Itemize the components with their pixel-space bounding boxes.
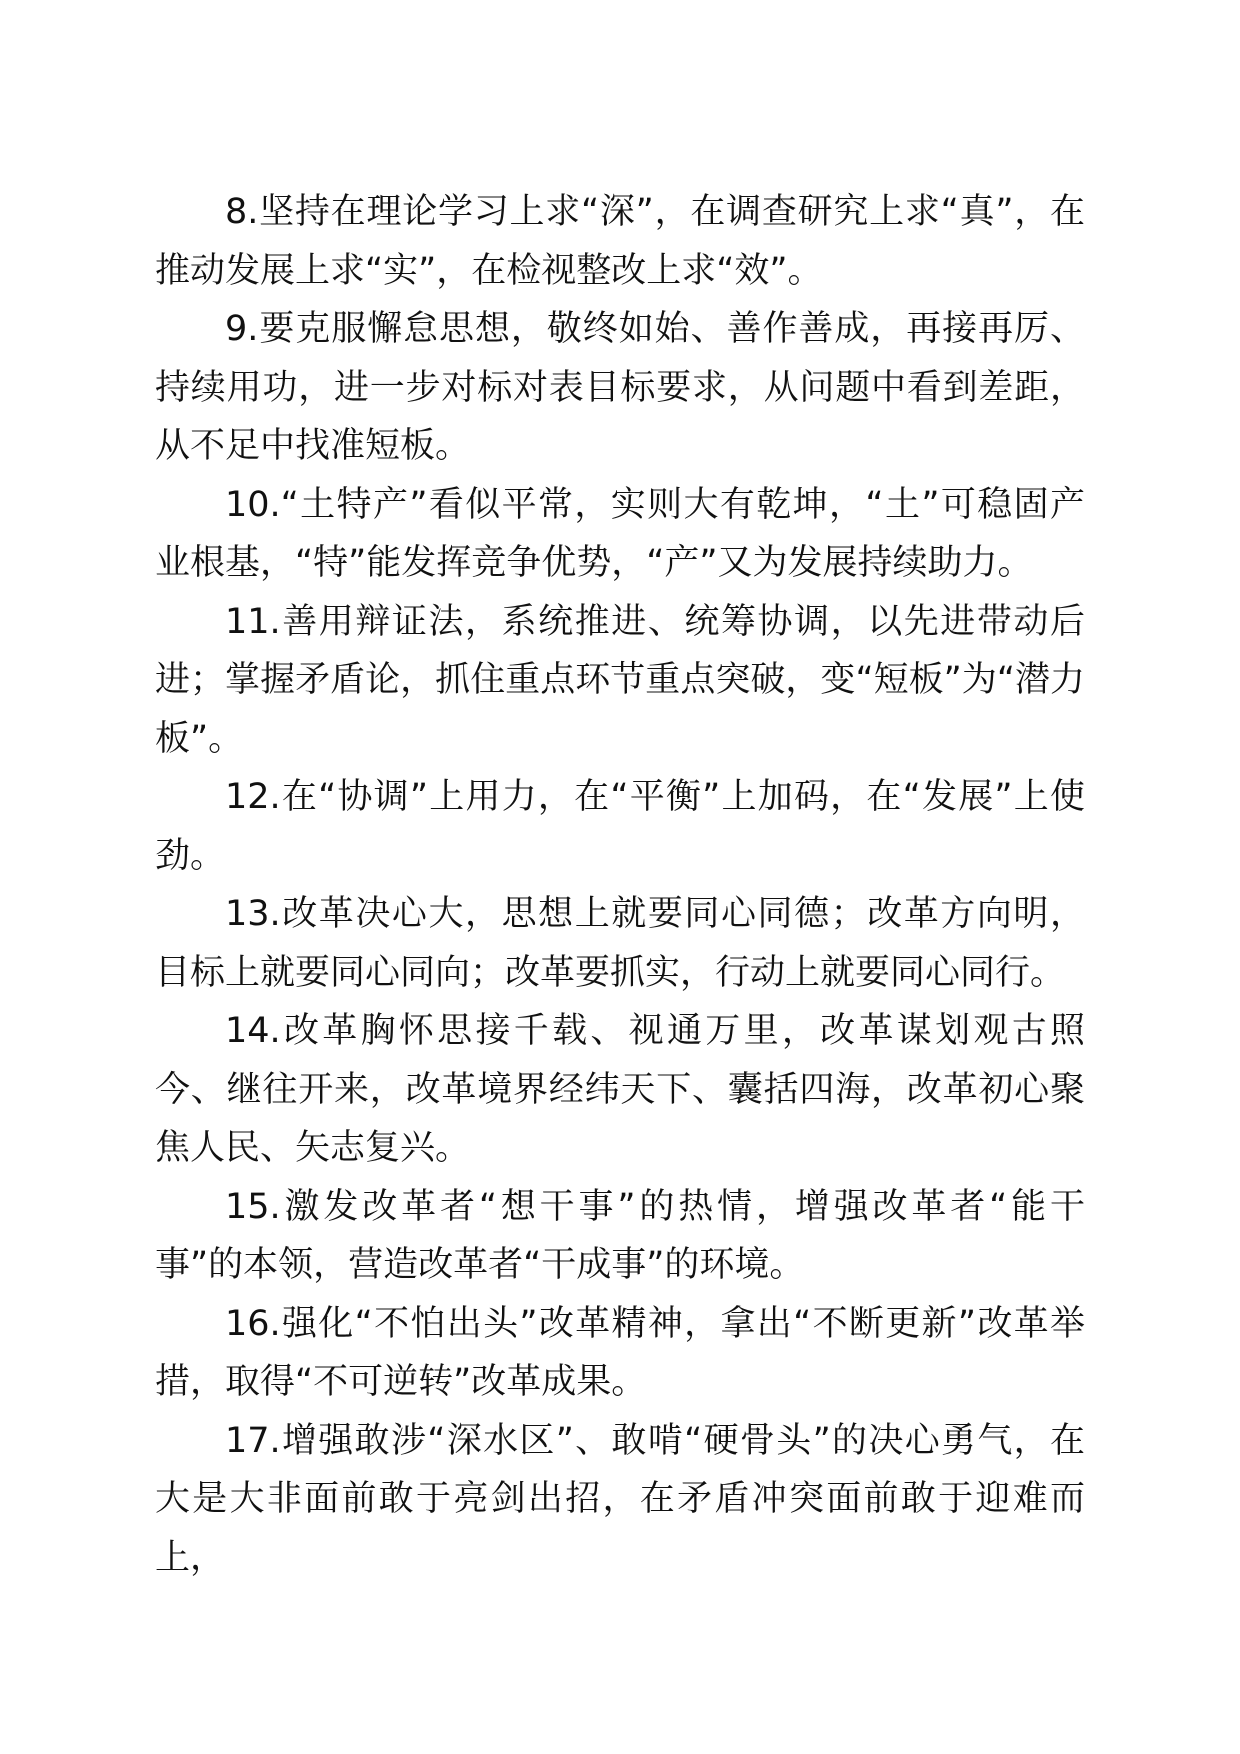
paragraph-17: 17.增强敢涉“深水区”、敢啃“硬骨头”的决心勇气，在大是大非面前敢于亮剑出招，在矛盾冲突面前敢于迎难而上， [155,1420,1085,1578]
paragraph-15: 15.激发改革者“想干事”的热情，增强改革者“能干事”的本领，营造改革者“干成事”的环境。 [155,1186,1085,1285]
paragraph-16: 16.强化“不怕出头”改革精神，拿出“不断更新”改革举措，取得“不可逆转”改革成果。 [155,1303,1085,1402]
paragraph-12: 12.在“协调”上用力，在“平衡”上加码，在“发展”上使劲。 [155,777,1085,876]
paragraph-11: 11.善用辩证法，系统推进、统筹协调，以先进带动后进；掌握矛盾论，抓住重点环节重点突破，变“短板”为“潜力板”。 [155,601,1085,759]
paragraph-10: 10.“土特产”看似平常，实则大有乾坤，“土”可稳固产业根基，“特”能发挥竞争优势，“产”又为发展持续助力。 [155,484,1085,583]
paragraph-14: 14.改革胸怀思接千载、视通万里，改革谋划观古照今、继往开来，改革境界经纬天下、囊括四海，改革初心聚焦人民、矢志复兴。 [155,1011,1085,1168]
paragraph-13: 13.改革决心大，思想上就要同心同德；改革方向明，目标上就要同心同向；改革要抓实，行动上就要同心同行。 [155,894,1085,993]
paragraph-8: 8.坚持在理论学习上求“深”，在调查研究上求“真”，在推动发展上求“实”，在检视整改上求“效”。 [155,192,1085,291]
paragraph-9: 9.要克服懈怠思想，敬终如始、善作善成，再接再厉、持续用功，进一步对标对表目标要求，从问题中看到差距，从不足中找准短板。 [155,309,1085,466]
document-body [155,183,1085,1587]
